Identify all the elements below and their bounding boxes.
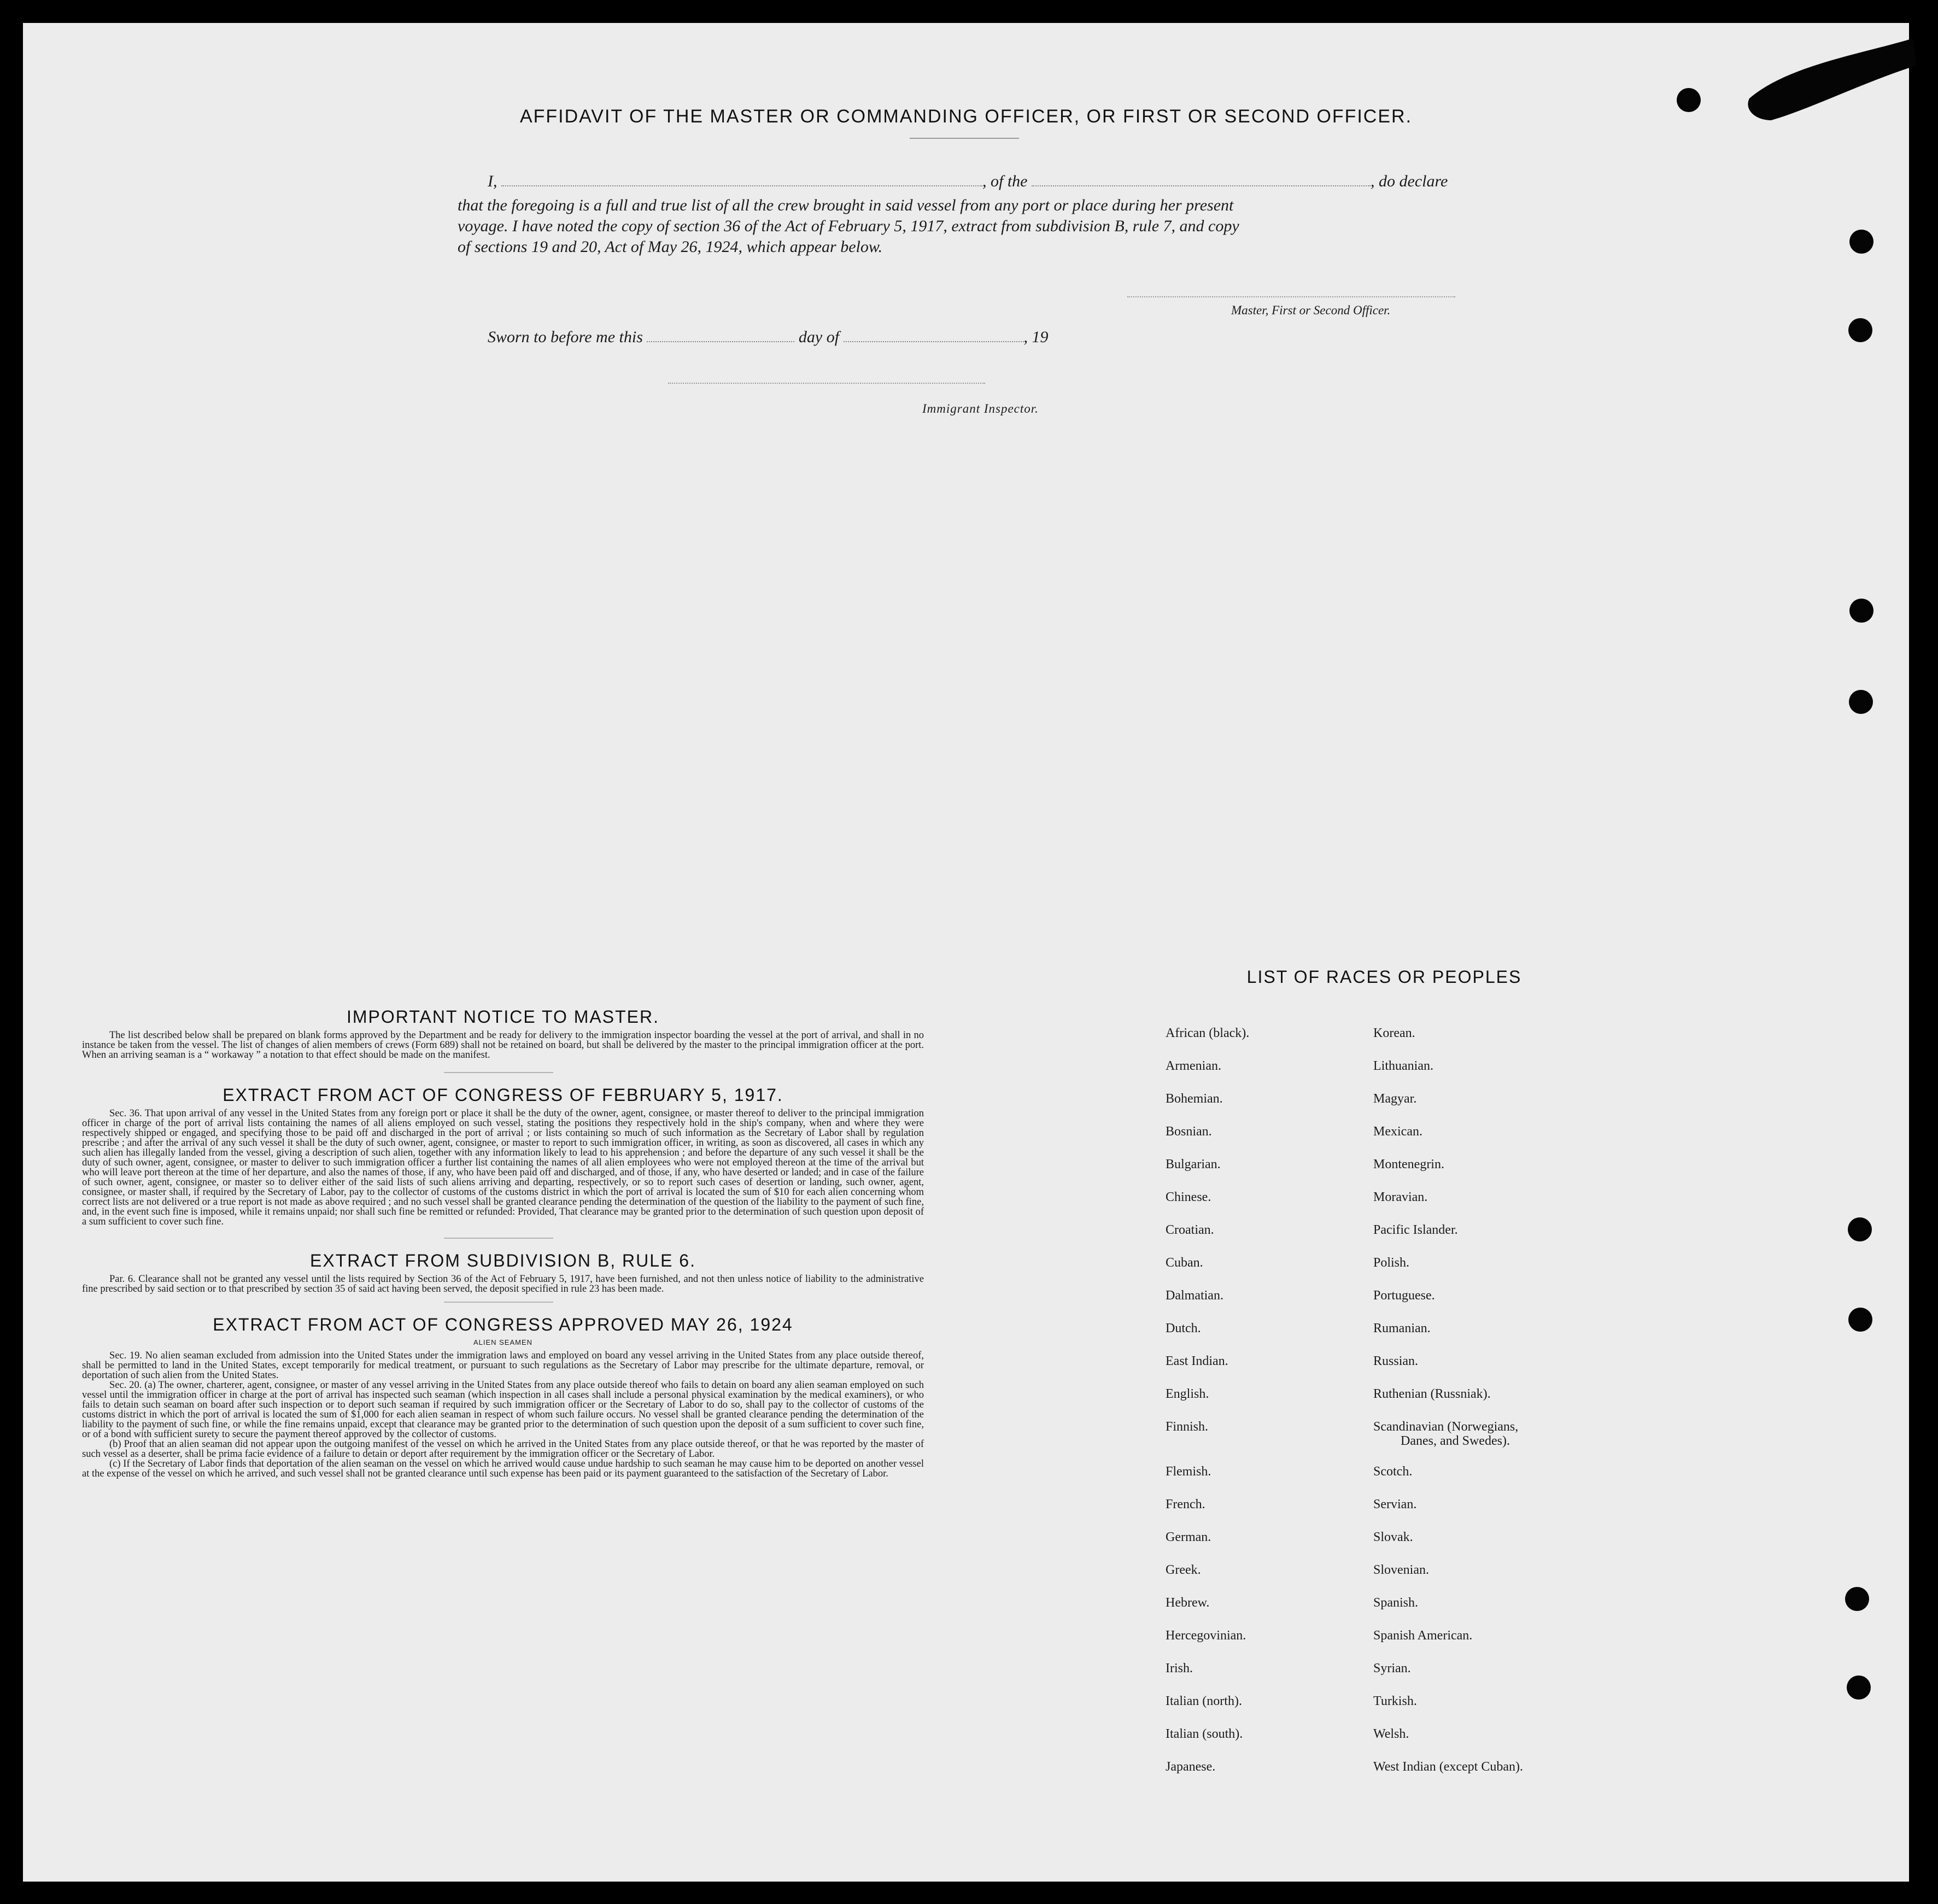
race-item: Lithuanian.	[1373, 1059, 1433, 1073]
race-item-continuation: Danes, and Swedes).	[1401, 1434, 1510, 1448]
sec19-body: Sec. 19. No alien seaman excluded from admission into the United States under the immigration laws and employed on board any vessel arriving in the United States from any place outside thereof, shall be permitted to land in the United States, except temporarily for medical treatment, or pursuant to such regulations as the Secretary of Labor may prescribe for the ultimate departure, removal, or deportation of such alien from the United States.	[82, 1350, 924, 1381]
extract-1917-title: EXTRACT FROM ACT OF CONGRESS OF FEBRUARY 5, 1917.	[223, 1085, 783, 1105]
race-item: Spanish American.	[1373, 1628, 1473, 1643]
divider	[444, 1302, 553, 1303]
race-item: Italian (north).	[1166, 1694, 1242, 1708]
race-item: Slovenian.	[1373, 1563, 1429, 1577]
race-item: Croatian.	[1166, 1223, 1214, 1237]
race-item: German.	[1166, 1530, 1211, 1544]
form-page	[23, 23, 1909, 1882]
affidavit-line-2: that the foregoing is a full and true list of all the crew brought in said vessel from any port or place during her present	[458, 196, 1234, 214]
race-item: Polish.	[1373, 1256, 1410, 1270]
race-item: Rumanian.	[1373, 1321, 1431, 1335]
sec20c-body: (c) If the Secretary of Labor finds that deportation of the alien seaman on the vessel on which he arrived would cause undue hardship to such seaman he may cause him to be deported on another vessel at the expense of the vessel on which he arrived, and such vessel shall not be granted clearance until such expense has been paid or its payment guaranteed to the satisfaction of the Secretary of Labor.	[82, 1458, 924, 1479]
signature-label: Master, First or Second Officer.	[1231, 303, 1391, 317]
extract-1924-title: EXTRACT FROM ACT OF CONGRESS APPROVED MAY 26, 1924	[213, 1315, 793, 1334]
race-item: Mexican.	[1373, 1124, 1422, 1139]
punch-hole	[1848, 318, 1872, 342]
race-item: Chinese.	[1166, 1190, 1211, 1204]
inspector-signature-line[interactable]	[668, 383, 985, 384]
extract-1924-subtitle: ALIEN SEAMEN	[473, 1338, 533, 1346]
race-item: Flemish.	[1166, 1464, 1211, 1479]
race-item: Hercegovinian.	[1166, 1628, 1246, 1643]
race-item: Spanish.	[1373, 1596, 1419, 1610]
affidavit-title: AFFIDAVIT OF THE MASTER OR COMMANDING OFFICER, OR FIRST OR SECOND OFFICER.	[519, 106, 1413, 127]
race-item: Bohemian.	[1166, 1092, 1223, 1106]
notice-title: IMPORTANT NOTICE TO MASTER.	[347, 1007, 659, 1027]
sworn-text: Sworn to before me this	[488, 328, 643, 346]
race-item: Korean.	[1373, 1026, 1415, 1040]
notice-body: The list described below shall be prepared on blank forms approved by the Department and be ready for delivery to the immigration inspector boarding the vessel at the port of arrival, and shall in no instance be taken from the vessel. The list of changes of alien members of crews (Form 689) shall not be retained on board, but shall be delivered by the master to the principal immigration officer at the port. When an arriving seaman is a “ workaway ” a notation to that effect should be made on the manifest.	[82, 1030, 924, 1061]
race-item: African (black).	[1166, 1026, 1250, 1040]
do-declare-text: , do declare	[1371, 172, 1448, 190]
race-item: Scandinavian (Norwegians,	[1373, 1420, 1519, 1434]
punch-hole	[1848, 1308, 1872, 1332]
race-item: Japanese.	[1166, 1760, 1216, 1774]
race-item: Italian (south).	[1166, 1727, 1243, 1741]
notice-column	[82, 1007, 924, 1479]
race-item: Bulgarian.	[1166, 1157, 1221, 1171]
day-of-text: day of	[798, 328, 840, 346]
race-item: Cuban.	[1166, 1256, 1203, 1270]
race-item: Pacific Islander.	[1373, 1223, 1458, 1237]
divider	[444, 1238, 553, 1239]
sec20a-body: Sec. 20. (a) The owner, charterer, agent, consignee, or master of any vessel arriving in the United States from any place outside thereof who fails to detain on board any alien seaman employed on such vessel until the immigration officer in charge at the port of arrival has inspected such seaman (which inspection in all cases shall include a personal physical examination by the medical examiners), or who fails to detain such seaman on board after such inspection or to deport such seaman if required by such immigration officer or the Secretary of Labor to do so, shall pay to the collector of customs of the customs district in which the port of arrival is located the sum of $1,000 for each alien seaman in respect of whom such failure occurs. No vessel shall be granted clearance pending the determination of the liability to the payment of such fine, or while the fine remains unpaid, except that clearance may be granted prior to the determination of such question upon the deposit of a sum sufficient to cover such fine, or of a bond with sufficient surety to secure the payment thereof approved by the collector of customs.	[82, 1380, 924, 1440]
race-item: Greek.	[1166, 1563, 1201, 1577]
race-item: Syrian.	[1373, 1661, 1411, 1675]
divider	[444, 1072, 553, 1073]
year-prefix: , 19	[1023, 328, 1049, 346]
races-left-column	[1166, 1026, 1362, 1791]
race-item: Magyar.	[1373, 1092, 1417, 1106]
punch-hole	[1847, 1675, 1871, 1700]
punch-hole	[1849, 230, 1873, 254]
race-item: West Indian (except Cuban).	[1373, 1760, 1523, 1774]
race-item: Dalmatian.	[1166, 1288, 1223, 1303]
race-item: Armenian.	[1166, 1059, 1221, 1073]
rule6-body: Par. 6. Clearance shall not be granted any vessel until the lists required by Section 36 of the Act of February 5, 1917, have been furnished, and not then unless notice of liability to the administrative fine prescribed by said section or to that prescribed by section 35 of said act having been served, the deposit specified in rule 23 has been made.	[82, 1274, 924, 1294]
race-item: Finnish.	[1166, 1420, 1209, 1434]
race-item: Russian.	[1373, 1354, 1419, 1368]
extract-1917-body: Sec. 36. That upon arrival of any vessel in the United States from any foreign port or place it shall be the duty of the owner, agent, consignee, or master thereof to deliver to the principal immigration officer in charge of the port of arrival lists containing the names of all aliens employed on such vessel, stating the positions they respectively hold in the ship's company, when and where they were respectively shipped or engaged, and specifying those to be paid off and discharged in the port of arrival ; or lists containing so much of such information as the Secretary of Labor shall by regulation prescribe ; and after the arrival of any such vessel it shall be the duty of such owner, agent, consignee, or master to report to such immigration officer, in writing, as soon as discovered, all cases in which any such alien has illegally landed from the vessel, giving a description of such alien, together with any information likely to lead to his apprehension ; and before the departure of any such vessel it shall be the duty of such owner, agent, consignee, or master to deliver to such immigration officer a further list containing the names of all alien employees who were not employed thereon at the time of the arrival but who will leave port thereon at the time of her departure, and also the names of those, if any, who have been paid off and discharged, and of those, if any, who have deserted or landed; and in case of the failure of such owner, agent, consignee, or master so to deliver either of the said lists of such aliens arriving and departing, respectively, or so to report such cases of desertion or landing, such owner, agent, consignee, or master shall, if required by the Secretary of Labor, pay to the collector of customs of the customs district in which the port of arrival is located the sum of $10 for each alien concerning whom correct lists are not delivered or a true report is not made as above required ; and no such vessel shall be granted clearance pending the determination of the question of the liability to the payment of such fine, and, in the event such fine is imposed, while it remains unpaid; nor shall such fine be remitted or refunded: Provided, That clearance may be granted prior to the determination of such question upon deposit of a sum sufficient to cover such fine.	[82, 1108, 924, 1227]
punch-hole	[1849, 599, 1873, 623]
race-item: Hebrew.	[1166, 1596, 1210, 1610]
punch-hole	[1848, 1217, 1872, 1241]
punch-hole	[1677, 88, 1701, 112]
affidavit-line-4: of sections 19 and 20, Act of May 26, 1924, which appear below.	[458, 238, 883, 256]
race-item: Montenegrin.	[1373, 1157, 1444, 1171]
race-item: Servian.	[1373, 1497, 1417, 1512]
sec20b-body: (b) Proof that an alien seaman did not appear upon the outgoing manifest of the vessel on which he arrived in the United States from any place outside thereof, or that he was reported by the master of such vessel as a deserter, shall be prima facie evidence of a failure to detain or deport after requirement by the immigration officer or the Secretary of Labor.	[82, 1439, 924, 1460]
affiant-prefix: I,	[488, 172, 497, 190]
punch-hole	[1845, 1587, 1869, 1611]
punch-hole	[1849, 690, 1873, 714]
race-item: East Indian.	[1166, 1354, 1228, 1368]
vessel-name-blank[interactable]	[1032, 184, 1371, 186]
race-item: Welsh.	[1373, 1727, 1409, 1741]
sworn-line	[488, 328, 1049, 347]
race-item: Irish.	[1166, 1661, 1193, 1675]
race-item: Bosnian.	[1166, 1124, 1212, 1139]
rule6-title: EXTRACT FROM SUBDIVISION B, RULE 6.	[310, 1251, 696, 1270]
race-item: French.	[1166, 1497, 1205, 1512]
ink-smudge-mark	[1738, 33, 1919, 131]
race-item: Slovak.	[1373, 1530, 1413, 1544]
races-right-column	[1373, 1026, 1701, 1791]
affidavit-line-3: voyage. I have noted the copy of section 36 of the Act of February 5, 1917, extract from subdivision B, rule 7, and copy	[458, 217, 1239, 235]
inspector-label: Immigrant Inspector.	[922, 402, 1039, 415]
signature-line[interactable]	[1127, 296, 1455, 297]
race-item: Portuguese.	[1373, 1288, 1435, 1303]
race-item: English.	[1166, 1387, 1209, 1401]
races-title: LIST OF RACES OR PEOPLES	[1246, 967, 1522, 987]
affiant-name-blank[interactable]	[501, 184, 982, 186]
title-divider	[910, 138, 1019, 139]
affidavit-declaration	[458, 169, 1521, 259]
race-item: Ruthenian (Russniak).	[1373, 1387, 1491, 1401]
race-item: Turkish.	[1373, 1694, 1417, 1708]
sworn-month-blank[interactable]	[844, 340, 1024, 342]
of-the-text: , of the	[982, 172, 1028, 190]
race-item: Moravian.	[1373, 1190, 1428, 1204]
affidavit-line-1	[488, 169, 1521, 194]
race-item: Scotch.	[1373, 1464, 1413, 1479]
sworn-day-blank[interactable]	[647, 340, 794, 342]
race-item: Dutch.	[1166, 1321, 1201, 1335]
